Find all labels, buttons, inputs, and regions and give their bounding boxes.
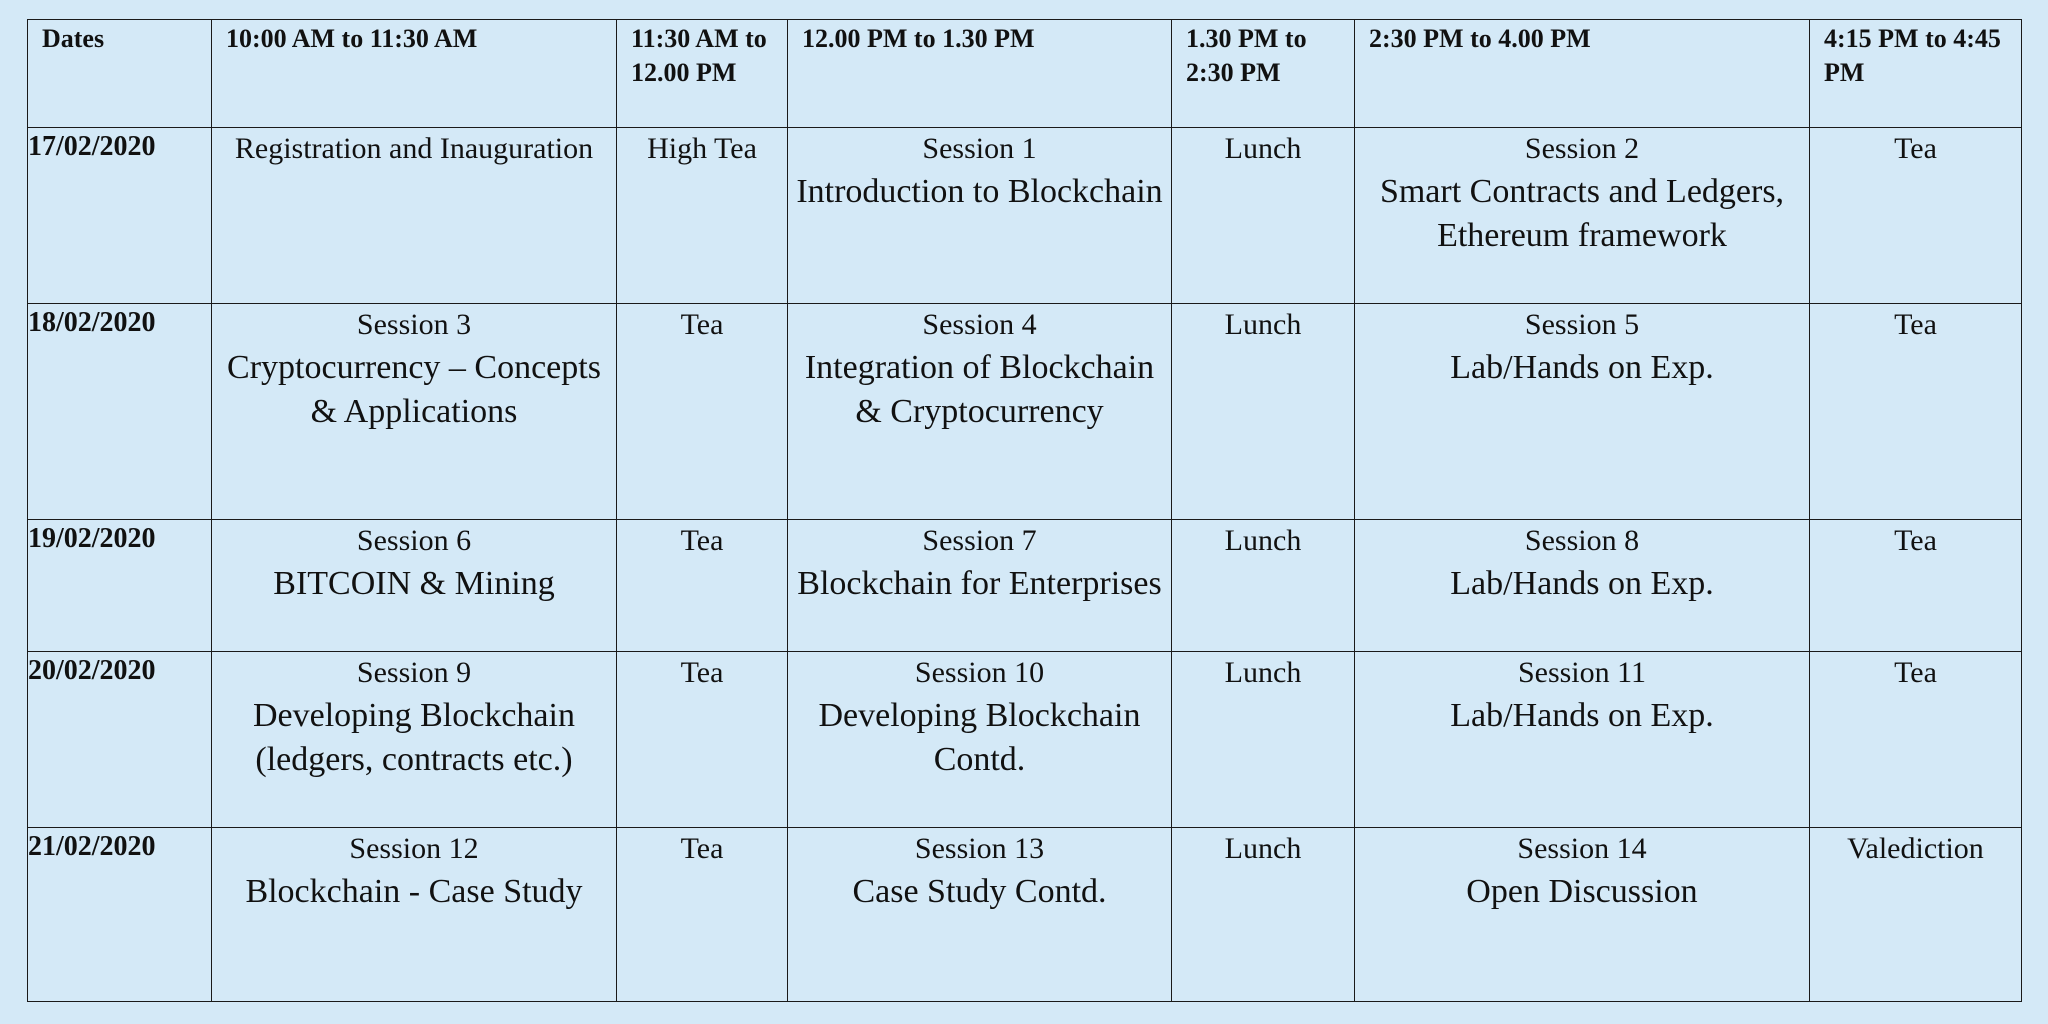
session-topic: Case Study Contd.: [852, 873, 1107, 910]
break-label: Tea: [680, 308, 724, 341]
session-cell: [788, 304, 1172, 520]
table-row: [28, 304, 2022, 520]
break-cell: [1810, 828, 2022, 1002]
break-label: Tea: [1894, 656, 1937, 689]
lunch-label: Lunch: [1224, 832, 1302, 865]
session-number: Session 10: [914, 656, 1045, 689]
session-cell: [1355, 520, 1810, 652]
lunch-cell: [1172, 828, 1355, 1002]
lunch-label: Lunch: [1224, 308, 1302, 341]
break-cell: [1810, 304, 2022, 520]
session-cell: [1355, 828, 1810, 1002]
lunch-cell: [1172, 652, 1355, 828]
session-topic: Blockchain for Enterprises: [797, 565, 1162, 602]
lunch-label: Lunch: [1224, 524, 1302, 557]
session-title: Registration and Inauguration: [234, 132, 594, 165]
table-row: [28, 828, 2022, 1002]
header-slot-2: 11:30 AM to 12.00 PM: [617, 20, 788, 128]
session-cell: [212, 520, 617, 652]
break-cell: [617, 520, 788, 652]
date-cell: 21/02/2020: [28, 828, 212, 1002]
break-label: Valediction: [1847, 832, 1984, 865]
break-cell: [617, 128, 788, 304]
session-topic: Open Discussion: [1466, 873, 1698, 910]
session-number: Session 3: [356, 308, 472, 341]
session-topic: Lab/Hands on Exp.: [1450, 565, 1714, 602]
session-cell: [1355, 652, 1810, 828]
break-cell: [1810, 652, 2022, 828]
session-topic: Integration of Blockchain & Cryptocurrency: [804, 349, 1155, 430]
session-number: Session 7: [922, 524, 1037, 557]
session-cell: [788, 652, 1172, 828]
session-topic: BITCOIN & Mining: [273, 565, 555, 602]
session-cell: [212, 128, 617, 304]
session-cell: [212, 652, 617, 828]
session-number: Session 2: [1524, 132, 1640, 165]
session-number: Session 11: [1517, 656, 1647, 689]
session-cell: [788, 520, 1172, 652]
header-slot-4: 1.30 PM to 2:30 PM: [1172, 20, 1355, 128]
break-label: Tea: [1894, 308, 1937, 341]
break-label: Tea: [680, 524, 724, 557]
date-cell: 18/02/2020: [28, 304, 212, 520]
table-row: [28, 652, 2022, 828]
header-slot-1: 10:00 AM to 11:30 AM: [212, 20, 617, 128]
header-slot-5: 2:30 PM to 4.00 PM: [1355, 20, 1810, 128]
date-cell: 20/02/2020: [28, 652, 212, 828]
break-cell: [617, 828, 788, 1002]
break-label: Tea: [1894, 524, 1937, 557]
table-row: [28, 520, 2022, 652]
session-number: Session 6: [356, 524, 472, 557]
break-cell: [617, 652, 788, 828]
lunch-label: Lunch: [1224, 656, 1302, 689]
session-number: Session 13: [914, 832, 1045, 865]
session-number: Session 4: [922, 308, 1037, 341]
session-cell: [212, 828, 617, 1002]
session-topic: Lab/Hands on Exp.: [1450, 697, 1714, 734]
session-number: Session 9: [356, 656, 472, 689]
date-cell: 19/02/2020: [28, 520, 212, 652]
break-label: High Tea: [647, 132, 757, 165]
lunch-cell: [1172, 304, 1355, 520]
break-cell: [1810, 128, 2022, 304]
session-number: Session 1: [922, 132, 1037, 165]
table-row: [28, 128, 2022, 304]
break-cell: [1810, 520, 2022, 652]
session-number: Session 12: [349, 832, 479, 865]
session-topic: Developing Blockchain Contd.: [818, 697, 1141, 778]
session-topic: Blockchain - Case Study: [245, 873, 583, 910]
session-cell: [788, 128, 1172, 304]
break-label: Tea: [680, 832, 724, 865]
header-row: [28, 20, 2022, 128]
header-dates: Dates: [28, 20, 212, 128]
session-topic: Smart Contracts and Ledgers, Ethereum framework: [1379, 173, 1785, 254]
lunch-cell: [1172, 128, 1355, 304]
header-slot-3: 12.00 PM to 1.30 PM: [788, 20, 1172, 128]
date-cell: 17/02/2020: [28, 128, 212, 304]
break-label: Tea: [1894, 132, 1937, 165]
session-cell: [1355, 304, 1810, 520]
header-slot-6: 4:15 PM to 4:45 PM: [1810, 20, 2022, 128]
lunch-label: Lunch: [1224, 132, 1302, 165]
session-topic: Lab/Hands on Exp.: [1450, 349, 1714, 386]
session-number: Session 5: [1524, 308, 1640, 341]
session-number: Session 8: [1524, 524, 1640, 557]
schedule-table: [27, 19, 2022, 1002]
session-topic: Developing Blockchain (ledgers, contracts etc.): [253, 697, 575, 778]
session-number: Session 14: [1517, 832, 1647, 865]
session-topic: Cryptocurrency – Concepts & Applications: [227, 349, 601, 430]
session-topic: Introduction to Blockchain: [796, 173, 1163, 210]
break-label: Tea: [680, 656, 724, 689]
break-cell: [617, 304, 788, 520]
session-cell: [788, 828, 1172, 1002]
session-cell: [1355, 128, 1810, 304]
lunch-cell: [1172, 520, 1355, 652]
session-cell: [212, 304, 617, 520]
